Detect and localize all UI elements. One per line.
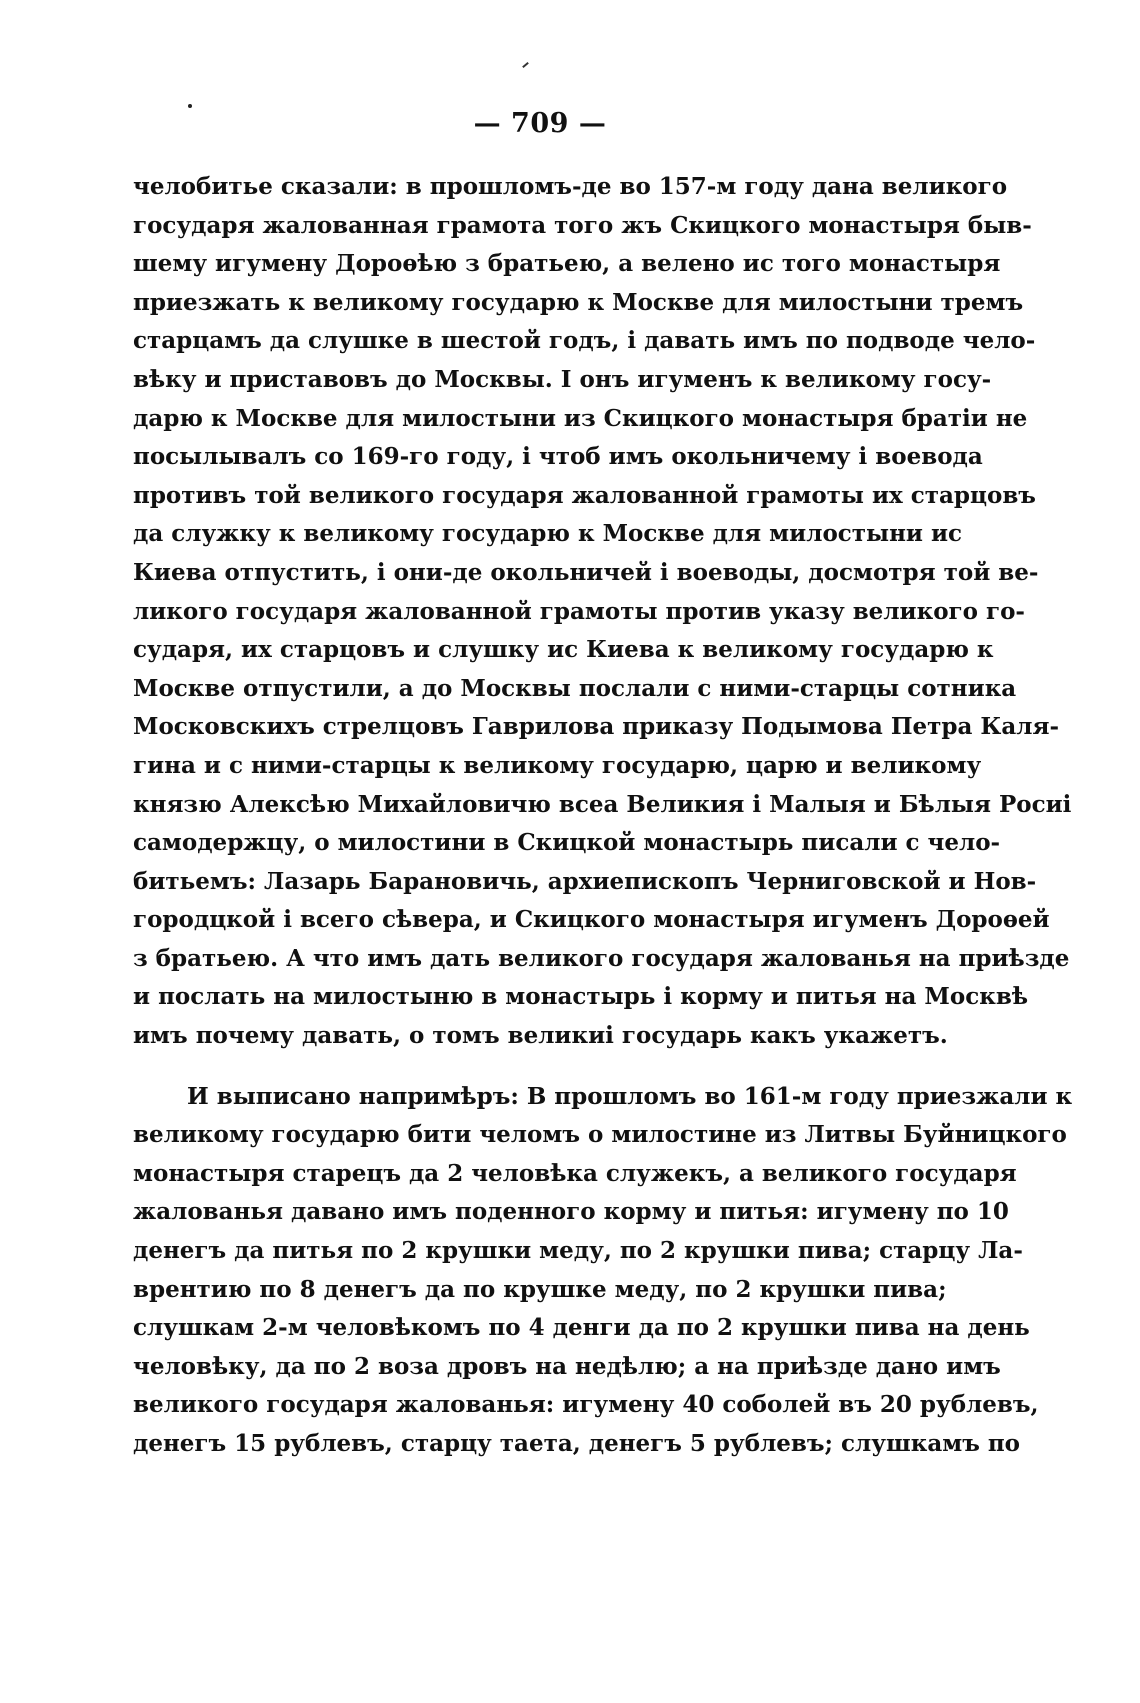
text-line: и послать на милостыню в монастырь і корму и питья на Москвѣ [133,983,1028,1011]
ink-tick [522,62,529,68]
text-line: старцамъ да слушке в шестой годъ, і давать имъ по подводе чело- [133,327,1036,355]
text-line: слушкам 2-м человѣкомъ по 4 денги да по 2 крушки пива на день [133,1314,1030,1342]
text-line: денегъ 15 рублевъ, старцу таета, денегъ 5 рублевъ; слушкамъ по [133,1430,1021,1457]
text-line: приезжать к великому государю к Москве для милостыни тремъ [133,288,1024,316]
text-line: врентию по 8 денегъ да по крушке меду, по 2 крушки пива; [133,1275,947,1303]
text-line: посылывалъ со 169-го году, і чтоб имъ окольничему і воевода [133,443,983,471]
text-line: государя жалованная грамота того жъ Скицкого монастыря быв- [133,211,1032,239]
text-line: да служку к великому государю к Москве для милостыни ис [133,520,963,548]
text-line: самодержцу, о милостини в Скицкой монастырь писали с чело- [133,829,1001,857]
text-line: дарю к Москве для милостыни из Скицкого монастыря братіи не [133,404,1028,432]
text-line: имъ почему давать, о томъ великиі государь какъ укажетъ. [133,1022,948,1050]
text-line: городцкой і всего сѣвера, и Скицкого монастыря игуменъ Дороѳей [133,906,1050,934]
paragraph-gap [133,1056,945,1078]
text-line: жалованья давано имъ поденного корму и питья: игумену по 10 [133,1198,1009,1226]
text-line: Киева отпустить, і они-де окольничей і воеводы, досмотря той ве- [133,558,1039,586]
text-line: ликого государя жалованной грамоты против указу великого го- [133,597,1025,625]
text-line: великому государю бити челомъ о милостине из Литвы Буйницкого [133,1121,1067,1149]
page-number: — 709 — [473,108,607,139]
text-line: великого государя жалованья: игумену 40 соболей въ 20 рублевъ, [133,1391,1039,1419]
text-line: денегъ да питья по 2 крушки меду, по 2 крушки пива; старцу Ла- [133,1237,1023,1265]
text-line: з братьею. А что имъ дать великого государя жалованья на приѣзде [133,944,1070,972]
text-line: человѣку, да по 2 воза дровъ на недѣлю; а на приѣзде дано имъ [133,1352,1001,1380]
text-line: шему игумену Дороѳѣю з братьею, а велено ис того монастыря [133,250,1001,278]
paragraph-2 [133,1078,1073,1464]
text-line: Московскихъ стрелцовъ Гаврилова приказу Подымова Петра Каля- [133,713,1060,741]
text-body [133,168,1073,1464]
paragraph-1 [133,168,1072,1056]
text-line: вѣку и приставовъ до Москвы. І онъ игуменъ к великому госу- [133,365,992,393]
text-line: противъ той великого государя жалованной грамоты их старцовъ [133,481,1036,509]
text-line: Москве отпустили, а до Москвы послали с ними-старцы сотника [133,674,1017,702]
text-line: князю Алексѣю Михайловичю всеа Великия і Малыя и Бѣлыя Росиі [133,790,1072,818]
text-line: битьемъ: Лазарь Барановичь, архиепископъ Черниговской и Нов- [133,867,1037,895]
text-line: челобитье сказали: в прошломъ-де во 157-м году дана великого [133,173,1008,200]
text-line: сударя, их старцовъ и слушку ис Киева к великому государю к [133,636,994,664]
text-line: И выписано напримѣръ: В прошломъ во 161-м году приезжали к [187,1082,1073,1110]
text-line: монастыря старецъ да 2 человѣка служекъ, а великого государя [133,1159,1017,1187]
text-line: гина и с ними-старцы к великому государю, царю и великому [133,751,982,779]
